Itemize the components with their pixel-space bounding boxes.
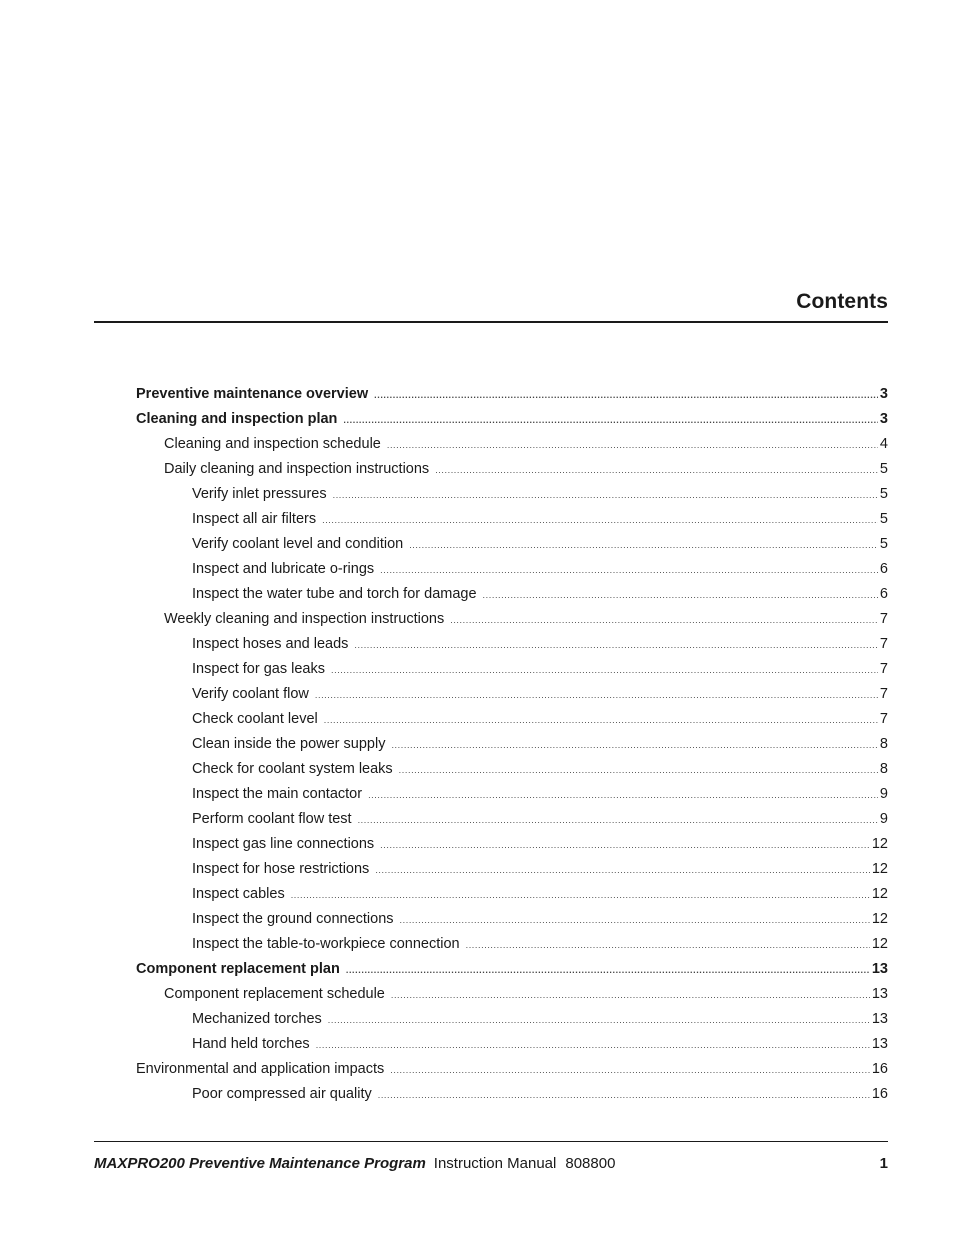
toc-entry-label: Environmental and application impacts <box>136 1061 385 1077</box>
toc-dot-leader <box>346 958 870 983</box>
toc-entry-label: Inspect for hose restrictions <box>192 861 370 877</box>
toc-entry-label: Verify inlet pressures <box>192 486 327 502</box>
toc-entry-label: Verify coolant flow <box>192 686 309 702</box>
toc-entry-label: Inspect the table-to-workpiece connection <box>192 936 460 952</box>
toc-entry-label: Clean inside the power supply <box>192 736 386 752</box>
toc-entry-label: Inspect cables <box>192 886 285 902</box>
toc-entry-label: Cleaning and inspection schedule <box>164 436 381 452</box>
toc-entry[interactable] <box>136 432 888 457</box>
toc-entry-label: Inspect and lubricate o-rings <box>192 561 375 577</box>
toc-entry-page: 16 <box>871 1061 888 1077</box>
toc-dot-leader <box>291 883 870 908</box>
toc-entry-page: 12 <box>871 911 888 927</box>
toc-entry[interactable] <box>136 582 888 607</box>
toc-entry[interactable] <box>136 682 888 707</box>
toc-entry[interactable] <box>136 1057 888 1082</box>
toc-entry-label: Component replacement schedule <box>164 986 385 1002</box>
toc-entry-label: Perform coolant flow test <box>192 811 352 827</box>
toc-dot-leader <box>322 508 878 533</box>
toc-entry[interactable] <box>136 382 888 407</box>
toc-dot-leader <box>399 758 878 783</box>
toc-entry-label: Preventive maintenance overview <box>136 386 369 402</box>
toc-dot-leader <box>435 458 878 483</box>
toc-entry[interactable] <box>136 657 888 682</box>
toc-dot-leader <box>328 1008 870 1033</box>
toc-entry-page: 12 <box>871 886 888 902</box>
toc-dot-leader <box>374 383 878 408</box>
toc-entry[interactable] <box>136 707 888 732</box>
toc-entry-label: Check coolant level <box>192 711 318 727</box>
toc-entry-page: 5 <box>879 486 888 502</box>
toc-entry-page: 13 <box>871 1036 888 1052</box>
toc-entry[interactable] <box>136 982 888 1007</box>
toc-entry[interactable] <box>136 932 888 957</box>
toc-entry[interactable] <box>136 882 888 907</box>
toc-entry-page: 12 <box>871 861 888 877</box>
toc-entry-page: 9 <box>879 786 888 802</box>
toc-entry[interactable] <box>136 482 888 507</box>
toc-entry-label: Mechanized torches <box>192 1011 322 1027</box>
toc-entry-label: Inspect gas line connections <box>192 836 375 852</box>
toc-entry-label: Poor compressed air quality <box>192 1086 372 1102</box>
toc-dot-leader <box>358 808 878 833</box>
toc-entry[interactable] <box>136 732 888 757</box>
toc-entry-label: Inspect for gas leaks <box>192 661 325 677</box>
toc-entry-label: Hand held torches <box>192 1036 310 1052</box>
toc-entry[interactable] <box>136 532 888 557</box>
table-of-contents <box>136 382 888 1107</box>
toc-entry-page: 3 <box>879 386 888 402</box>
toc-dot-leader <box>380 558 878 583</box>
toc-dot-leader <box>391 983 870 1008</box>
toc-entry-page: 4 <box>879 436 888 452</box>
footer-divider <box>94 1141 888 1142</box>
toc-entry[interactable] <box>136 757 888 782</box>
page-footer <box>94 1155 888 1172</box>
toc-entry[interactable] <box>136 407 888 432</box>
toc-dot-leader <box>390 1058 870 1083</box>
toc-entry-page: 7 <box>879 636 888 652</box>
toc-entry-label: Verify coolant level and condition <box>192 536 404 552</box>
page-title: Contents <box>796 290 888 313</box>
toc-entry-label: Inspect the water tube and torch for damage <box>192 586 477 602</box>
toc-entry[interactable] <box>136 857 888 882</box>
toc-dot-leader <box>391 733 877 758</box>
toc-entry[interactable] <box>136 607 888 632</box>
toc-entry[interactable] <box>136 1032 888 1057</box>
toc-dot-leader <box>343 408 878 433</box>
toc-entry-label: Inspect all air filters <box>192 511 317 527</box>
toc-entry[interactable] <box>136 782 888 807</box>
toc-dot-leader <box>378 1083 870 1108</box>
toc-entry[interactable] <box>136 507 888 532</box>
toc-entry-label: Cleaning and inspection plan <box>136 411 338 427</box>
toc-entry[interactable] <box>136 457 888 482</box>
toc-entry-label: Component replacement plan <box>136 961 340 977</box>
toc-dot-leader <box>368 783 878 808</box>
toc-entry-page: 7 <box>879 661 888 677</box>
toc-dot-leader <box>354 633 878 658</box>
footer-doc-type: Instruction Manual <box>433 1155 557 1172</box>
toc-entry[interactable] <box>136 957 888 982</box>
toc-entry[interactable] <box>136 1082 888 1107</box>
toc-entry-page: 6 <box>879 586 888 602</box>
title-divider <box>94 321 888 323</box>
toc-dot-leader <box>409 533 878 558</box>
toc-dot-leader <box>315 683 878 708</box>
toc-entry-page: 3 <box>879 411 888 427</box>
footer-product-title: MAXPRO200 Preventive Maintenance Program <box>94 1155 426 1172</box>
toc-dot-leader <box>380 833 870 858</box>
toc-entry[interactable] <box>136 807 888 832</box>
toc-entry[interactable] <box>136 1007 888 1032</box>
toc-entry-page: 6 <box>879 561 888 577</box>
toc-dot-leader <box>387 433 878 458</box>
toc-dot-leader <box>483 583 878 608</box>
toc-entry-page: 12 <box>871 936 888 952</box>
toc-entry-page: 13 <box>871 961 888 977</box>
toc-dot-leader <box>450 608 878 633</box>
toc-entry-page: 8 <box>879 736 888 752</box>
toc-entry-page: 9 <box>879 811 888 827</box>
footer-page-number: 1 <box>879 1155 888 1172</box>
toc-entry-page: 7 <box>879 686 888 702</box>
toc-entry-page: 5 <box>879 511 888 527</box>
toc-entry-page: 13 <box>871 986 888 1002</box>
toc-entry-label: Daily cleaning and inspection instructions <box>164 461 430 477</box>
toc-entry-page: 12 <box>871 836 888 852</box>
toc-dot-leader <box>316 1033 870 1058</box>
toc-entry-page: 7 <box>879 711 888 727</box>
toc-entry-page: 8 <box>879 761 888 777</box>
toc-dot-leader <box>466 933 870 958</box>
toc-entry-page: 13 <box>871 1011 888 1027</box>
toc-entry[interactable] <box>136 907 888 932</box>
toc-dot-leader <box>375 858 870 883</box>
toc-dot-leader <box>333 483 878 508</box>
toc-dot-leader <box>400 908 870 933</box>
toc-entry[interactable] <box>136 557 888 582</box>
toc-entry-page: 16 <box>871 1086 888 1102</box>
toc-dot-leader <box>331 658 878 683</box>
toc-entry-label: Inspect the ground connections <box>192 911 394 927</box>
toc-entry-page: 5 <box>879 536 888 552</box>
toc-entry-label: Weekly cleaning and inspection instructions <box>164 611 445 627</box>
toc-entry[interactable] <box>136 832 888 857</box>
toc-entry-label: Check for coolant system leaks <box>192 761 393 777</box>
footer-doc-number: 808800 <box>565 1155 616 1172</box>
toc-entry-label: Inspect the main contactor <box>192 786 363 802</box>
toc-dot-leader <box>324 708 878 733</box>
toc-entry[interactable] <box>136 632 888 657</box>
toc-entry-page: 7 <box>879 611 888 627</box>
toc-entry-page: 5 <box>879 461 888 477</box>
toc-entry-label: Inspect hoses and leads <box>192 636 349 652</box>
